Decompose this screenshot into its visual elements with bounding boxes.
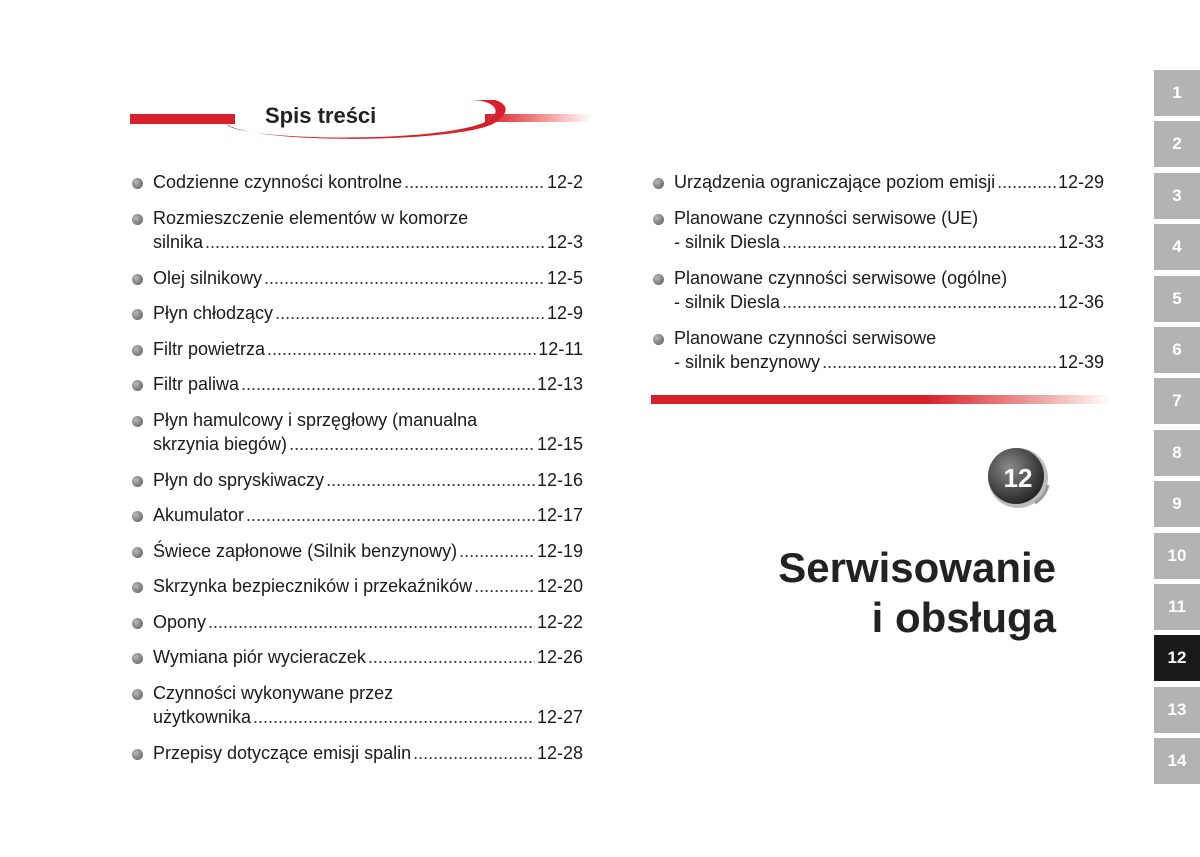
chapter-tab-3[interactable]: 3: [1154, 173, 1200, 219]
bullet-icon: [132, 416, 143, 427]
bullet-icon: [653, 214, 664, 225]
toc-entry-line: [153, 645, 583, 670]
dot-leader: [205, 230, 545, 255]
toc-entry-page: 12-9: [546, 303, 583, 323]
toc-entry-text: Planowane czynności serwisowe: [674, 327, 937, 348]
toc-entry-text: Wymiana piór wycieraczek: [153, 647, 366, 667]
toc-entry[interactable]: [131, 337, 583, 362]
toc-entry-page: 12-15: [536, 434, 583, 454]
toc-entry-text: - silnik Diesla: [674, 292, 781, 312]
toc-entry-line: [153, 337, 583, 362]
toc-entry[interactable]: [652, 266, 1104, 315]
toc-entry-line: [674, 170, 1104, 195]
bullet-icon: [132, 345, 143, 356]
toc-entry-page: 12-26: [536, 647, 583, 667]
chapter-tab-7[interactable]: 7: [1154, 378, 1200, 424]
toc-entry-text: - silnik benzynowy: [674, 352, 821, 372]
toc-entry-text: użytkownika: [153, 707, 252, 727]
toc-entry[interactable]: [131, 206, 583, 255]
bullet-icon: [132, 689, 143, 700]
toc-entry-text: Płyn chłodzący: [153, 303, 274, 323]
toc-entry-line: [674, 230, 1104, 255]
toc-entry-line: [674, 350, 1104, 375]
chapter-title: [778, 543, 1056, 643]
toc-header: [130, 96, 592, 144]
toc-entry-page: 12-20: [536, 576, 583, 596]
dot-leader: [264, 266, 545, 291]
chapter-tabs: [1154, 70, 1200, 789]
chapter-title-line-2: i obsługa: [871, 594, 1056, 641]
toc-entry-page: 12-39: [1057, 352, 1104, 372]
dot-leader: [289, 432, 535, 457]
toc-entry[interactable]: [131, 301, 583, 326]
dot-leader: [782, 230, 1056, 255]
toc-entry-line: [153, 432, 583, 457]
dot-leader: [267, 337, 536, 362]
toc-entry-page: 12-16: [536, 469, 583, 490]
toc-entry[interactable]: [131, 266, 583, 291]
toc-entry-page: 12-11: [538, 338, 583, 359]
toc-entry[interactable]: [131, 645, 583, 670]
toc-entry-text: silnika: [153, 232, 204, 252]
toc-entry-line: [153, 610, 583, 635]
chapter-tab-5[interactable]: 5: [1154, 276, 1200, 322]
dot-leader: [326, 468, 535, 493]
dot-leader: [241, 372, 535, 397]
chapter-tab-10[interactable]: 10: [1154, 533, 1200, 579]
toc-entry-line: [153, 539, 583, 564]
bullet-icon: [132, 274, 143, 285]
toc-entry-text: Codzienne czynności kontrolne: [153, 172, 403, 192]
toc-entry[interactable]: [652, 170, 1104, 195]
toc-entry-text: Opony: [153, 611, 207, 632]
toc-entry-text: Płyn do spryskiwaczy: [153, 469, 325, 490]
toc-title: Spis treści: [265, 103, 377, 128]
bullet-icon: [132, 380, 143, 391]
dot-leader: [822, 350, 1056, 375]
dot-leader: [246, 503, 535, 528]
chapter-tab-11[interactable]: 11: [1154, 584, 1200, 630]
bullet-icon: [132, 618, 143, 629]
toc-entry-text: - silnik Diesla: [674, 232, 781, 252]
toc-entry-line: [674, 326, 1104, 351]
toc-entry[interactable]: [131, 408, 583, 457]
toc-entry-text: Urządzenia ograniczające poziom emisji: [674, 172, 996, 192]
toc-entry-text: Płyn hamulcowy i sprzęgłowy (manualna: [153, 409, 478, 430]
chapter-tab-4[interactable]: 4: [1154, 224, 1200, 270]
dot-leader: [253, 705, 535, 730]
bullet-icon: [653, 334, 664, 345]
bullet-icon: [132, 547, 143, 558]
toc-entry-text: Rozmieszczenie elementów w komorze: [153, 207, 469, 228]
bullet-icon: [132, 511, 143, 522]
toc-entry-line: [153, 705, 583, 730]
dot-leader: [782, 290, 1056, 315]
toc-entry-text: Akumulator: [153, 505, 245, 525]
chapter-tab-6[interactable]: 6: [1154, 327, 1200, 373]
toc-entry-line: [153, 503, 583, 528]
toc-entry-page: 12-36: [1057, 292, 1104, 312]
chapter-tab-14[interactable]: 14: [1154, 738, 1200, 784]
toc-entry-text: Filtr paliwa: [153, 374, 240, 394]
dot-leader: [474, 574, 535, 599]
toc-entry-text: Przepisy dotyczące emisji spalin: [153, 742, 412, 763]
toc-entry-text: Skrzynka bezpieczników i przekaźników: [153, 576, 473, 596]
toc-entry-text: Filtr powietrza: [153, 338, 266, 359]
toc-entry[interactable]: [131, 681, 583, 730]
toc-list-left: [131, 170, 583, 776]
toc-entry-line: [153, 468, 583, 493]
toc-entry[interactable]: [131, 468, 583, 493]
toc-entry-text: Planowane czynności serwisowe (ogólne): [674, 267, 1008, 288]
bullet-icon: [132, 582, 143, 593]
chapter-tab-9[interactable]: 9: [1154, 481, 1200, 527]
toc-entry-line: [674, 290, 1104, 315]
toc-entry[interactable]: [131, 610, 583, 635]
toc-list-right: [652, 170, 1104, 386]
dot-leader: [368, 645, 535, 670]
toc-entry-page: 12-2: [546, 172, 583, 192]
toc-entry-page: 12-27: [536, 707, 583, 727]
chapter-tab-8[interactable]: 8: [1154, 430, 1200, 476]
chapter-number-badge: [985, 445, 1051, 511]
chapter-title-line-1: Serwisowanie: [778, 544, 1056, 591]
red-divider: [651, 395, 1111, 404]
toc-entry-text: Czynności wykonywane przez: [153, 682, 394, 703]
chapter-tab-12[interactable]: 12: [1154, 635, 1200, 681]
toc-entry-page: 12-19: [536, 540, 583, 561]
toc-entry-page: 12-33: [1057, 232, 1104, 252]
toc-entry-line: [153, 574, 583, 599]
toc-entry[interactable]: [131, 574, 583, 599]
bullet-icon: [653, 178, 664, 189]
toc-entry-line: [153, 741, 583, 766]
bullet-icon: [132, 749, 143, 760]
toc-entry-line: [153, 372, 583, 397]
toc-entry-text: Świece zapłonowe (Silnik benzynowy): [153, 540, 458, 561]
toc-entry-page: 12-17: [536, 505, 583, 525]
chapter-tab-2[interactable]: 2: [1154, 121, 1200, 167]
toc-entry-line: [153, 301, 583, 326]
toc-entry-text: Planowane czynności serwisowe (UE): [674, 207, 979, 228]
toc-entry-line: [674, 206, 1104, 231]
toc-entry-page: 12-5: [546, 267, 583, 288]
toc-entry-text: skrzynia biegów): [153, 434, 288, 454]
toc-entry[interactable]: [131, 503, 583, 528]
chapter-tab-1[interactable]: 1: [1154, 70, 1200, 116]
toc-entry[interactable]: [131, 539, 583, 564]
toc-entry-line: [153, 230, 583, 255]
toc-entry-line: [153, 170, 583, 195]
dot-leader: [275, 301, 545, 326]
dot-leader: [413, 741, 535, 766]
bullet-icon: [132, 476, 143, 487]
toc-entry-line: [153, 206, 583, 231]
toc-entry-line: [153, 681, 583, 706]
toc-entry-page: 12-13: [536, 374, 583, 394]
toc-entry-page: 12-3: [546, 232, 583, 252]
dot-leader: [459, 539, 535, 564]
toc-entry[interactable]: [652, 326, 1104, 375]
dot-leader: [404, 170, 545, 195]
bullet-icon: [132, 214, 143, 225]
dot-leader: [997, 170, 1056, 195]
dot-leader: [208, 610, 535, 635]
bullet-icon: [132, 178, 143, 189]
toc-entry[interactable]: [131, 741, 583, 766]
bullet-icon: [132, 309, 143, 320]
toc-entry[interactable]: [131, 170, 583, 195]
toc-entry-page: 12-22: [536, 611, 583, 632]
toc-entry-line: [153, 408, 583, 433]
toc-entry-line: [153, 266, 583, 291]
toc-entry-page: 12-29: [1057, 172, 1104, 192]
toc-entry-line: [674, 266, 1104, 291]
bullet-icon: [132, 653, 143, 664]
toc-entry-text: Olej silnikowy: [153, 267, 263, 288]
toc-entry[interactable]: [652, 206, 1104, 255]
toc-entry[interactable]: [131, 372, 583, 397]
bullet-icon: [653, 274, 664, 285]
chapter-number: 12: [1003, 463, 1033, 493]
toc-entry-page: 12-28: [536, 742, 583, 763]
chapter-tab-13[interactable]: 13: [1154, 687, 1200, 733]
